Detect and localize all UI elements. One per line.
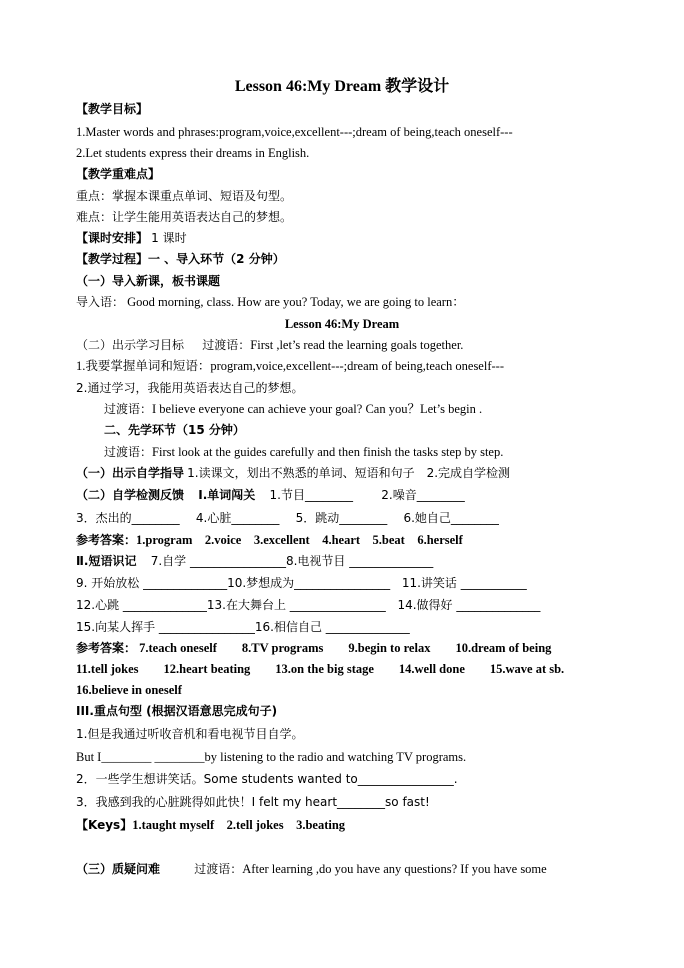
transition-text: I believe everyone can achieve your goal? Can you？Let’s begin . bbox=[152, 402, 483, 416]
aim-2: 2.通过学习，我能用英语表达自己的梦想。 bbox=[76, 381, 304, 395]
keys-line bbox=[76, 817, 345, 833]
answers-2-line-2: 11.tell jokes 12.heart beating 13.on the big stage 14.well done 15.wave at sb. bbox=[76, 662, 565, 676]
learning-goals-line bbox=[76, 337, 463, 353]
sentence-2: 2．一些学生想讲笑话。Some students wanted to________________. bbox=[76, 772, 458, 786]
sentence-3: 3．我感到我的心脏跳得如此快！I felt my heart________so fast! bbox=[76, 795, 430, 809]
phrase-row-2 bbox=[76, 575, 527, 591]
class-hours-value: 1 课时 bbox=[151, 231, 187, 245]
document-title: Lesson 46:My Dream 教学设计 bbox=[234, 78, 450, 95]
word-items-row bbox=[76, 510, 499, 526]
phrase-row-1 bbox=[76, 553, 433, 569]
phrase-item: 9. 开始放松 ______________ bbox=[76, 576, 228, 590]
answers-1-line bbox=[76, 532, 463, 548]
word-item: 1.节目________ bbox=[269, 488, 353, 502]
phrase-item: 11.讲笑话 ___________ bbox=[401, 576, 527, 590]
key-point: 重点：掌握本课重点单词、短语及句型。 bbox=[76, 189, 293, 203]
transition-label: 过渡语： bbox=[202, 338, 251, 352]
subsection-introduce: （一）导入新课，板书课题 bbox=[76, 274, 221, 288]
phrase-item: 15.向某人挥手 ________________ bbox=[76, 620, 255, 634]
phrase-item: 12.心跳 ______________ bbox=[76, 598, 207, 612]
phrase-row-4 bbox=[76, 619, 410, 635]
lesson-title: Lesson 46:My Dream bbox=[284, 317, 400, 331]
keys-text: 1.taught myself 2.tell jokes 3.beating bbox=[132, 818, 346, 832]
section-heading-prelearning: 二、先学环节（15 分钟） bbox=[104, 423, 245, 437]
answers-2-line-3: 16.believe in oneself bbox=[76, 683, 182, 697]
part-1-title: Ⅰ.单词闯关 bbox=[198, 488, 256, 502]
part-3-title: III.重点句型 (根据汉语意思完成句子) bbox=[76, 704, 278, 718]
answers-text: 7.teach oneself 8.TV programs 9.begin to relax 10.dream of being bbox=[139, 641, 552, 655]
word-item: 3．杰出的________ bbox=[76, 511, 180, 525]
answers-2-line-1 bbox=[76, 640, 551, 656]
section-heading-process: 【教学过程】一 、导入环节（2 分钟） bbox=[76, 252, 285, 266]
subsection-learning-goals: （二）出示学习目标 bbox=[76, 338, 185, 352]
transition-line-2 bbox=[104, 401, 482, 417]
phrase-item: 16.相信自己 ______________ bbox=[254, 620, 410, 634]
self-study-guide-line bbox=[76, 465, 510, 481]
phrase-item: 7.自学 ________________ bbox=[150, 554, 286, 568]
phrase-row-3 bbox=[76, 597, 540, 613]
class-hours-row bbox=[76, 230, 187, 246]
phrase-item: 14.做得好 ______________ bbox=[397, 598, 541, 612]
transition-text: First ,let’s read the learning goals together. bbox=[250, 338, 464, 352]
word-item: 5．跳动________ bbox=[295, 511, 388, 525]
questions-line bbox=[76, 861, 547, 877]
self-check-line bbox=[76, 487, 465, 503]
subsection-self-check: （二）自学检测反馈 bbox=[76, 488, 185, 502]
section-heading-goals: 【教学目标】 bbox=[76, 102, 149, 116]
subsection-self-study-guide: （一）出示自学指导 bbox=[76, 466, 185, 480]
subsection-questions: （三）质疑问难 bbox=[76, 862, 161, 876]
transition-label: 过渡语： bbox=[194, 862, 243, 876]
transition-text: First look at the guides carefully and then finish the tasks step by step. bbox=[152, 445, 504, 459]
lead-in-label: 导入语： bbox=[76, 295, 125, 309]
word-item: 6.她自己________ bbox=[403, 511, 499, 525]
word-item: 2.噪音________ bbox=[381, 488, 465, 502]
answers-label: 参考答案： bbox=[76, 533, 137, 547]
self-study-guide-text: 1.读课文，划出不熟悉的单词、短语和句子 2.完成自学检测 bbox=[187, 466, 511, 480]
keys-label: 【Keys】 bbox=[76, 818, 133, 832]
aim-1: 1.我要掌握单词和短语：program,voice,excellent---;dream of being,teach oneself--- bbox=[76, 359, 504, 373]
sentence-1-cn: 1.但是我通过听收音机和看电视节目自学。 bbox=[76, 727, 304, 741]
lead-in-line bbox=[76, 294, 465, 310]
sentence-1-en: But I________ ________by listening to the radio and watching TV programs. bbox=[76, 750, 467, 764]
phrase-item: 10.梦想成为________________ bbox=[227, 576, 391, 590]
part-2-title: Ⅱ.短语识记 bbox=[76, 554, 137, 568]
word-item: 4.心脏________ bbox=[195, 511, 280, 525]
goal-1: 1.Master words and phrases:program,voice,excellent---;dream of being,teach oneself--- bbox=[76, 125, 513, 139]
transition-text: After learning ,do you have any questions? If you have some bbox=[242, 862, 547, 876]
phrase-item: 13.在大舞台上 ________________ bbox=[206, 598, 386, 612]
difficult-point: 难点：让学生能用英语表达自己的梦想。 bbox=[76, 210, 293, 224]
answers-label: 参考答案： bbox=[76, 641, 137, 655]
lead-in-text: Good morning, class. How are you? Today, we are going to learn： bbox=[127, 295, 465, 309]
section-heading-class-hours: 【课时安排】 bbox=[76, 231, 149, 245]
section-heading-key-points: 【教学重难点】 bbox=[76, 167, 161, 181]
transition-label: 过渡语： bbox=[104, 402, 153, 416]
transition-line-3 bbox=[104, 444, 503, 460]
phrase-item: 8.电视节目 ______________ bbox=[285, 554, 434, 568]
answers-text: 1.program 2.voice 3.excellent 4.heart 5.beat 6.herself bbox=[136, 533, 463, 547]
goal-2: 2.Let students express their dreams in English. bbox=[76, 146, 310, 160]
transition-label: 过渡语： bbox=[104, 445, 153, 459]
